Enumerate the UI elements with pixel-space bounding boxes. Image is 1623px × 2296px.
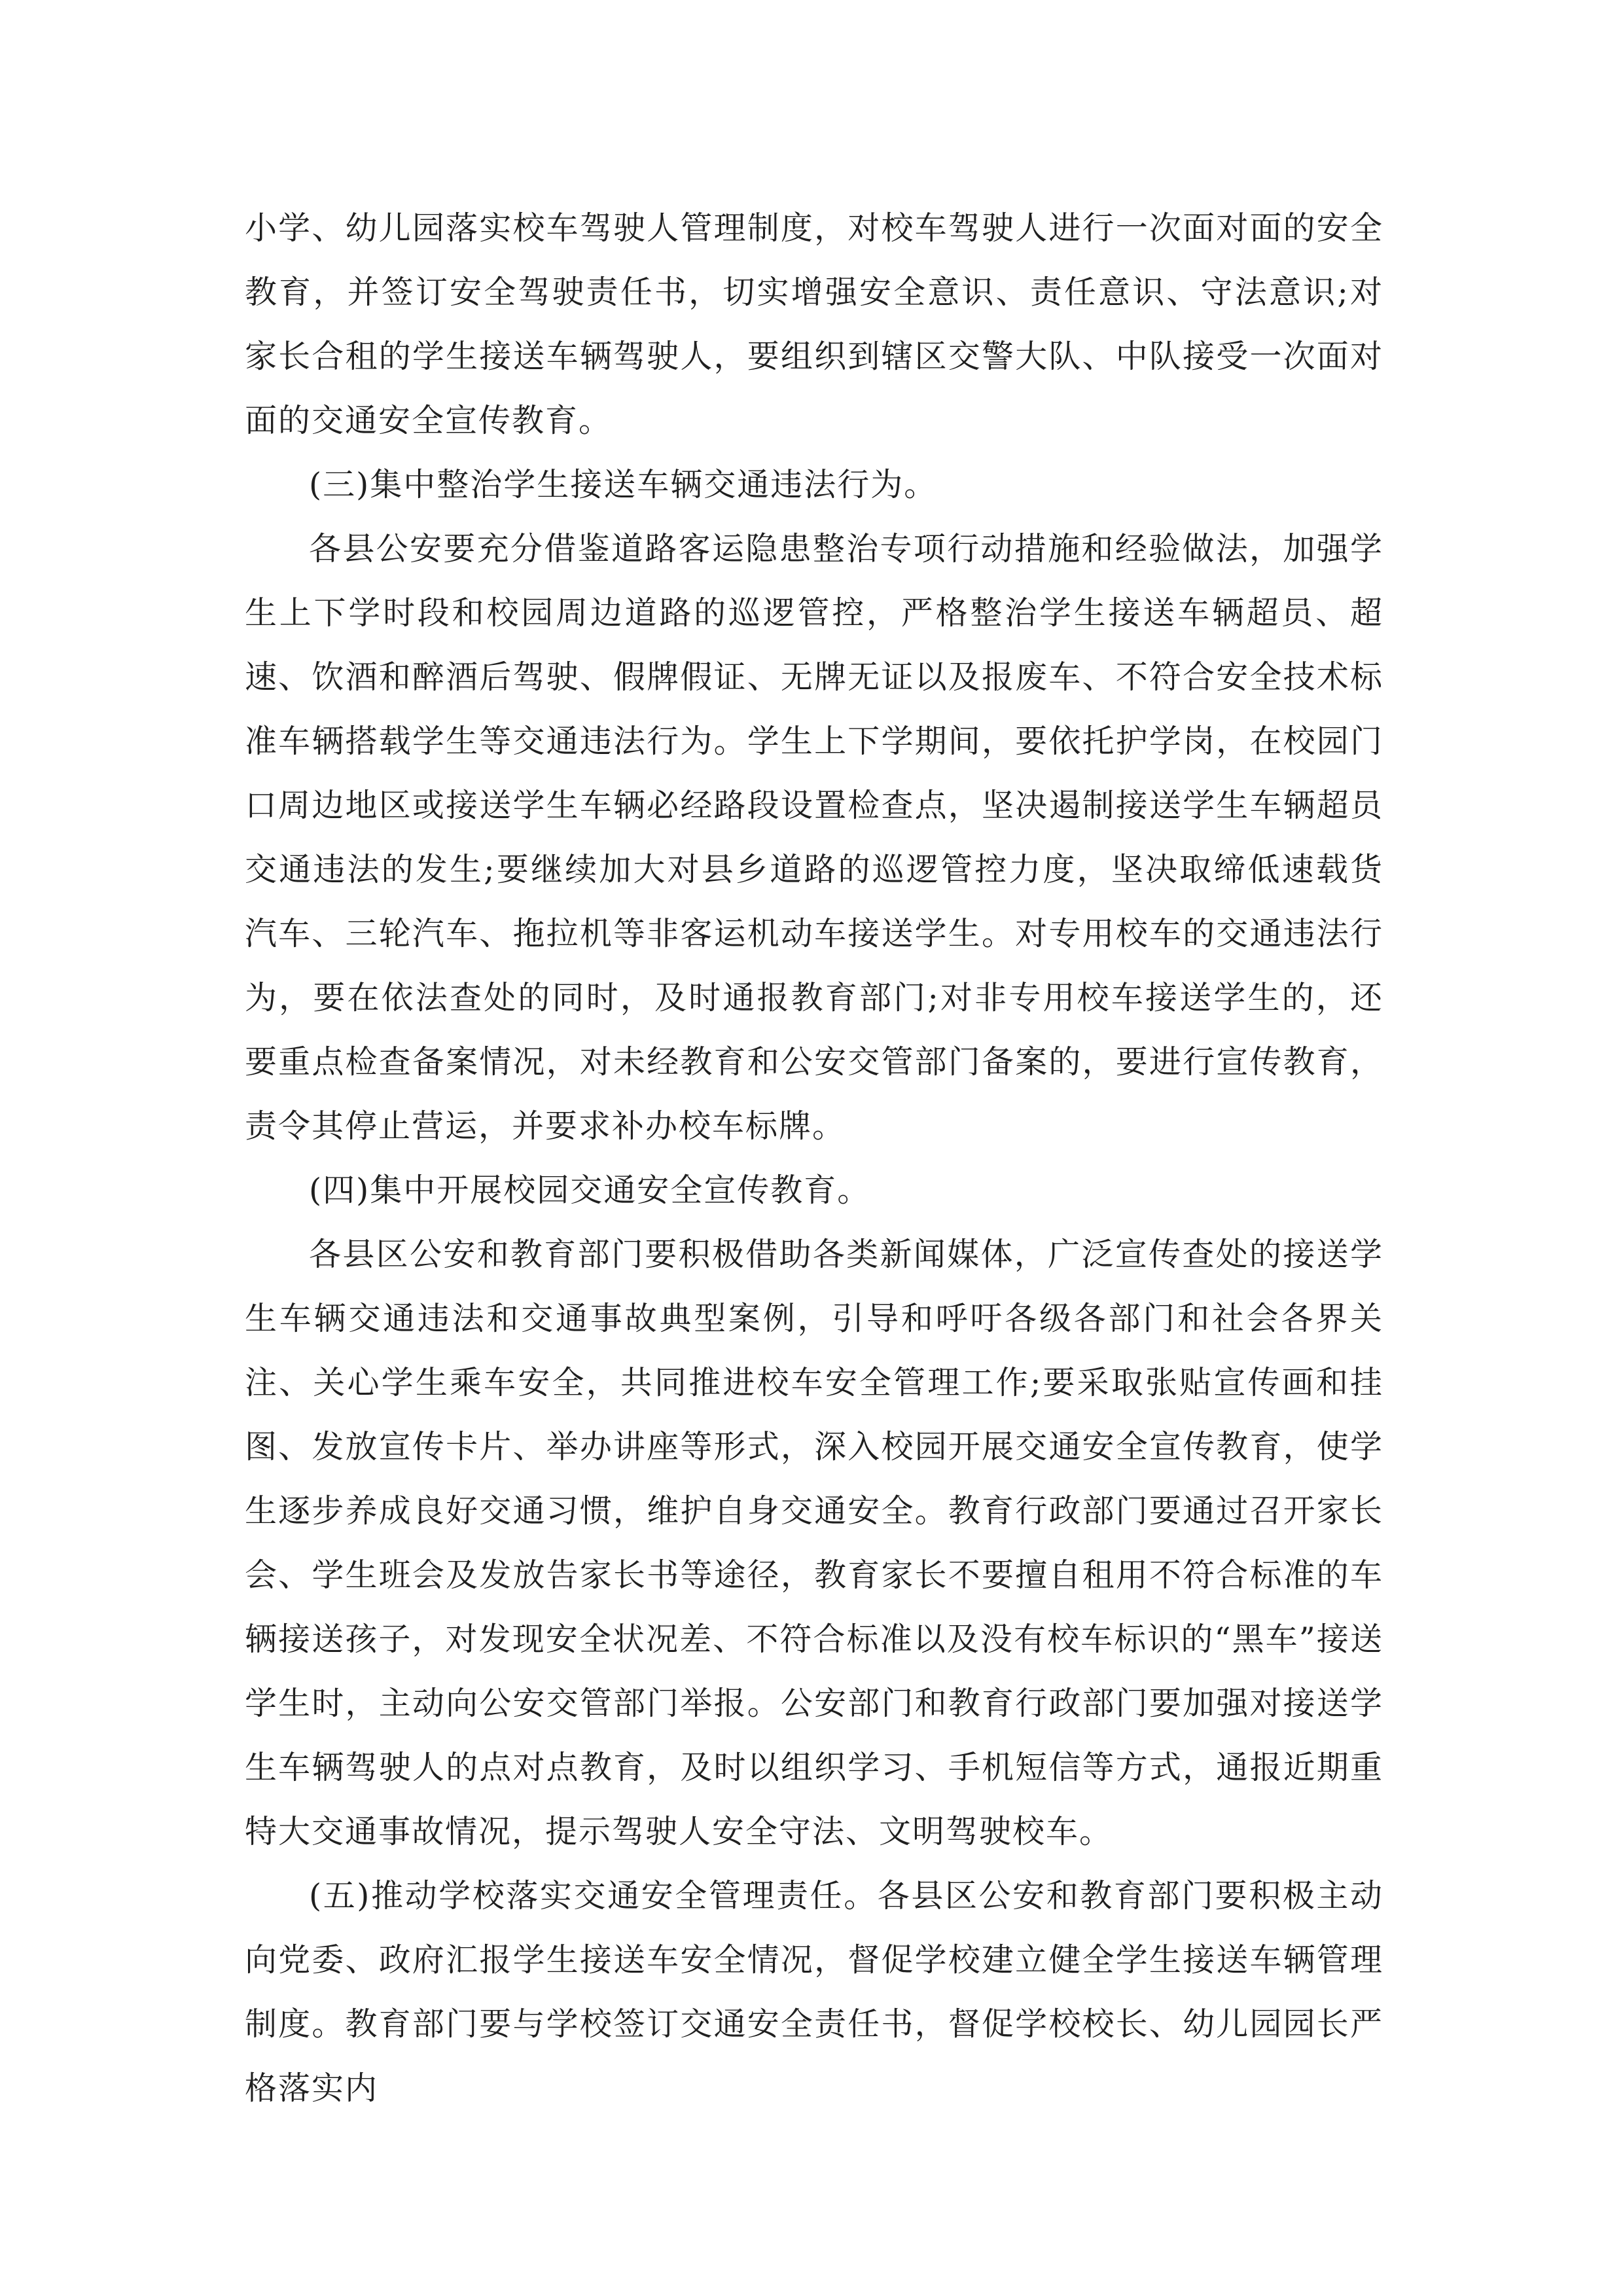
paragraph-continuation: 小学、幼儿园落实校车驾驶人管理制度，对校车驾驶人进行一次面对面的安全教育，并签订安全驾驶责任书，切实增强安全意识、责任意识、守法意识;对家长合租的学生接送车辆驾驶人，要组织到辖区交警大队、中队接受一次面对面的交通安全宣传教育。 [245,209,1383,439]
section-heading-3: (三)集中整治学生接送车辆交通违法行为。 [309,466,938,503]
document-body [245,196,1383,2121]
paragraph-publicity: 各县区公安和教育部门要积极借助各类新闻媒体，广泛宣传查处的接送学生车辆交通违法和交通事故典型案例，引导和呼吁各级各部门和社会各界关注、关心学生乘车安全，共同推进校车安全管理工作;要采取张贴宣传画和挂图、发放宣传卡片、举办讲座等形式，深入校园开展交通安全宣传教育，使学生逐步养成良好交通习惯，维护自身交通安全。教育行政部门要通过召开家长会、学生班会及发放告家长书等途径，教育家长不要擅自租用不符合标准的车辆接送孩子，对发现安全状况差、不符合标准以及没有校车标识的“黑车”接送学生时，主动向公安交管部门举报。公安部门和教育行政部门要加强对接送学生车辆驾驶人的点对点教育，及时以组织学习、手机短信等方式，通报近期重特大交通事故情况，提示驾驶人安全守法、文明驾驶校车。 [245,1236,1383,1850]
section-heading-4: (四)集中开展校园交通安全宣传教育。 [309,1172,871,1209]
paragraph-rectification: 各县公安要充分借鉴道路客运隐患整治专项行动措施和经验做法，加强学生上下学时段和校园周边道路的巡逻管控，严格整治学生接送车辆超员、超速、饮酒和醉酒后驾驶、假牌假证、无牌无证以及报废车、不符合安全技术标准车辆搭载学生等交通违法行为。学生上下学期间，要依托护学岗，在校园门口周边地区或接送学生车辆必经路段设置检查点，坚决遏制接送学生车辆超员交通违法的发生;要继续加大对县乡道路的巡逻管控力度，坚决取缔低速载货汽车、三轮汽车、拖拉机等非客运机动车接送学生。对专用校车的交通违法行为，要在依法查处的同时，及时通报教育部门;对非专用校车接送学生的，还要重点检查备案情况，对未经教育和公安交管部门备案的，要进行宣传教育，责令其停止营运，并要求补办校车标牌。 [245,530,1383,1145]
paragraph-responsibility: (五)推动学校落实交通安全管理责任。各县区公安和教育部门要积极主动向党委、政府汇报学生接送车安全情况，督促学校建立健全学生接送车辆管理制度。教育部门要与学校签订交通安全责任书，督促学校校长、幼儿园园长严格落实内 [245,1877,1383,2107]
